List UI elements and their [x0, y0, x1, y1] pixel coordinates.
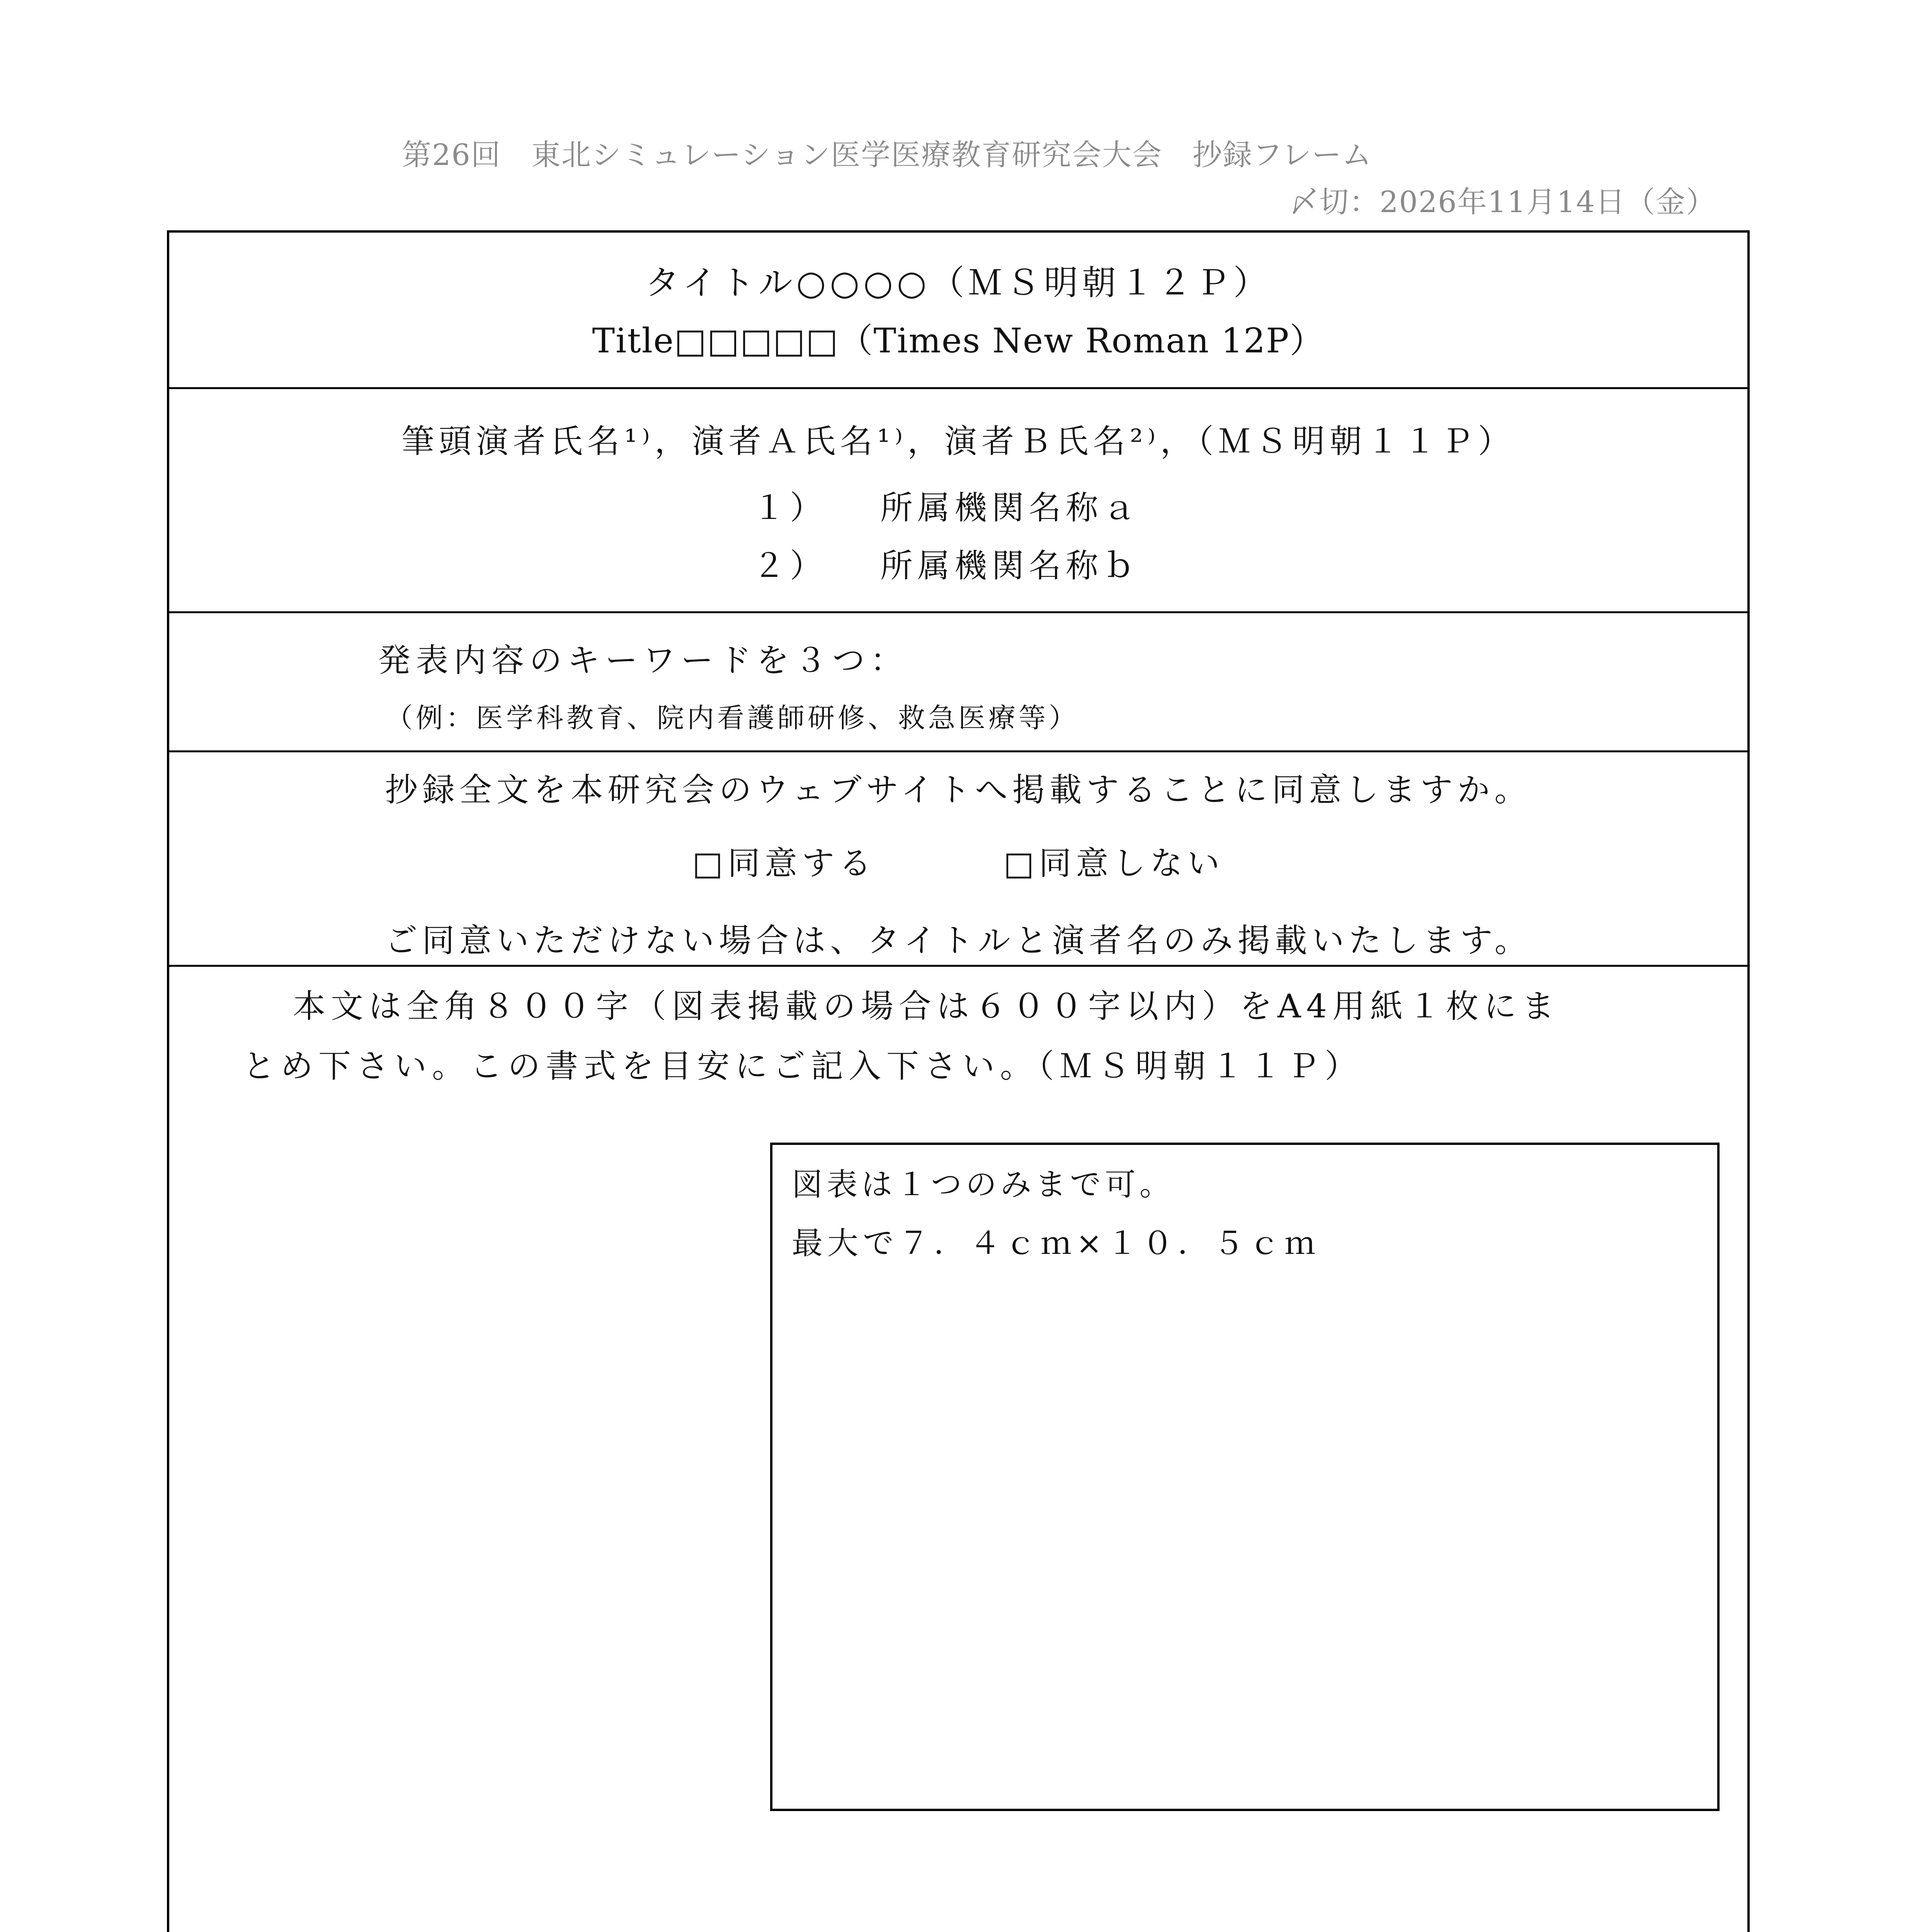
- title-section: [169, 233, 1747, 389]
- author-names[interactable]: 筆頭演者氏名¹⁾，演者Ａ氏名¹⁾，演者Ｂ氏名²⁾，（ＭＳ明朝１１Ｐ）: [401, 422, 1515, 460]
- figure-placeholder-box[interactable]: [770, 1143, 1720, 1811]
- figure-note-2: 最大で７．４ｃｍ×１０．５ｃｍ: [792, 1225, 1320, 1261]
- consent-options: [169, 837, 1747, 884]
- deadline-text: 〆切：2026年11月14日（金）: [1289, 185, 1716, 219]
- disagree-checkbox[interactable]: □同意しない: [1004, 844, 1225, 882]
- affiliation-number: ２）: [753, 547, 827, 585]
- authors-section: [169, 389, 1747, 613]
- keywords-section: [169, 613, 1747, 752]
- title-english[interactable]: Title□□□□□（Times New Roman 12P）: [592, 321, 1325, 361]
- body-instruction-line-2[interactable]: とめ下さい。この書式を目安にご記入下さい。（ＭＳ明朝１１Ｐ）: [243, 1047, 1363, 1085]
- body-instruction-line-1[interactable]: 本文は全角８００字（図表掲載の場合は６００字以内）をA4用紙１枚にま: [293, 987, 1560, 1025]
- page-header-title: 第26回 東北シミュレーション医学医療教育研究会大会 抄録フレーム: [402, 138, 1373, 172]
- consent-question: 抄録全文を本研究会のウェブサイトへ掲載することに同意しますか。: [385, 771, 1532, 809]
- title-japanese[interactable]: タイトル○○○○（ＭＳ明朝１２Ｐ）: [645, 263, 1271, 303]
- consent-section: [169, 752, 1747, 967]
- agree-checkbox[interactable]: □同意する: [692, 844, 876, 882]
- consent-note: ご同意いただけない場合は、タイトルと演者名のみ掲載いたします。: [385, 922, 1532, 959]
- abstract-frame: [167, 230, 1750, 1932]
- affiliation-name: 所属機関名称ｂ: [880, 547, 1140, 585]
- keywords-example: （例：医学科教育、院内看護師研修、救急医療等）: [386, 702, 1079, 734]
- keywords-label[interactable]: 発表内容のキーワードを３つ：: [378, 641, 908, 679]
- affiliation-name: 所属機関名称ａ: [880, 489, 1140, 527]
- figure-note-1: 図表は１つのみまで可。: [792, 1167, 1174, 1202]
- affiliation-number: １）: [753, 489, 827, 527]
